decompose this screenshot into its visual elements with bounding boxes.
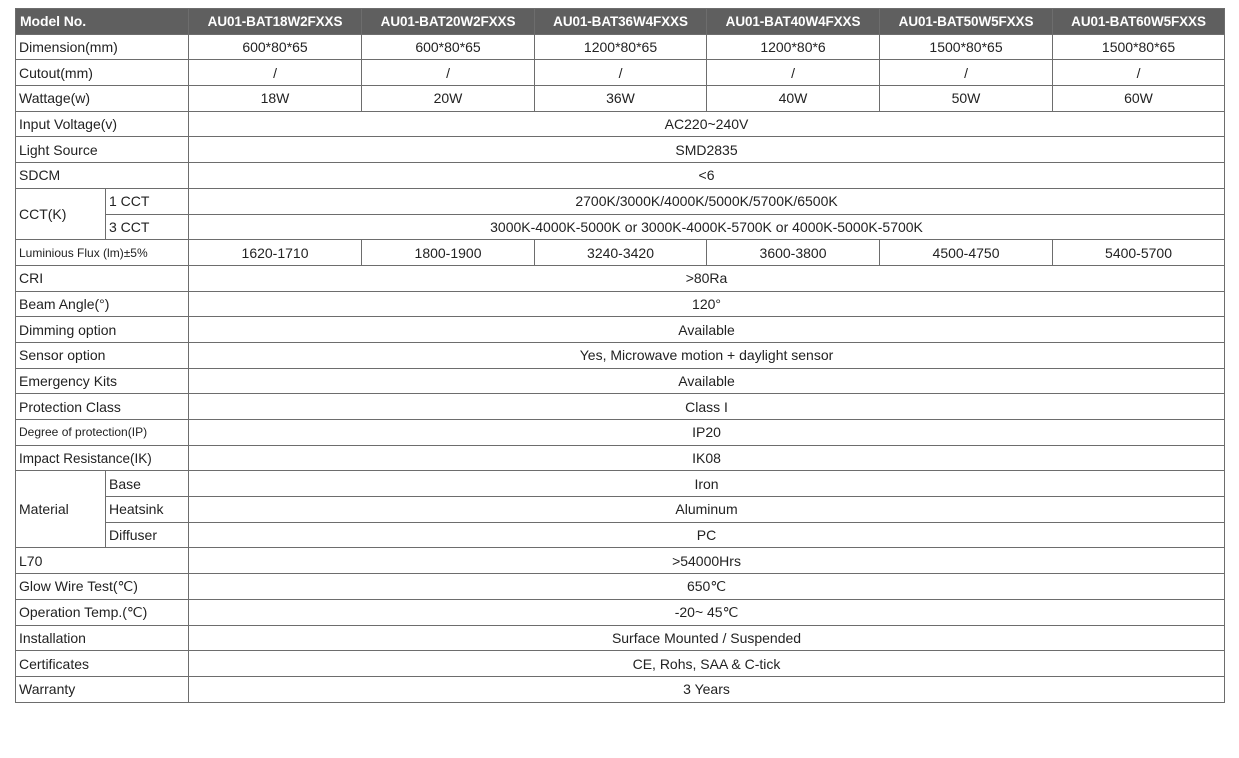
protection-class-row bbox=[16, 394, 1225, 420]
operation-temp-label: Operation Temp.(℃) bbox=[16, 599, 189, 625]
cri-value: >80Ra bbox=[189, 265, 1225, 291]
installation-label: Installation bbox=[16, 625, 189, 651]
cct-one-label: 1 CCT bbox=[106, 188, 189, 214]
beam-label: Beam Angle(°) bbox=[16, 291, 189, 317]
cutout-value: / bbox=[535, 60, 707, 86]
dimming-label: Dimming option bbox=[16, 317, 189, 343]
sensor-row bbox=[16, 342, 1225, 368]
dimension-label: Dimension(mm) bbox=[16, 34, 189, 60]
spec-table bbox=[15, 8, 1225, 703]
operation-temp-row bbox=[16, 599, 1225, 625]
input-voltage-value: AC220~240V bbox=[189, 111, 1225, 137]
material-diffuser-value: PC bbox=[189, 522, 1225, 548]
wattage-row bbox=[16, 86, 1225, 112]
light-source-row bbox=[16, 137, 1225, 163]
flux-row bbox=[16, 240, 1225, 266]
material-heatsink-value: Aluminum bbox=[189, 497, 1225, 523]
ik-label: Impact Resistance(IK) bbox=[16, 445, 189, 471]
sensor-value: Yes, Microwave motion + daylight sensor bbox=[189, 342, 1225, 368]
dimming-row bbox=[16, 317, 1225, 343]
cutout-label: Cutout(mm) bbox=[16, 60, 189, 86]
model-header: AU01-BAT36W4FXXS bbox=[535, 9, 707, 35]
operation-temp-value: -20~ 45℃ bbox=[189, 599, 1225, 625]
beam-row bbox=[16, 291, 1225, 317]
ik-value: IK08 bbox=[189, 445, 1225, 471]
material-base-row bbox=[16, 471, 1225, 497]
cct-three-value: 3000K-4000K-5000K or 3000K-4000K-5700K or 4000K-5000K-5700K bbox=[189, 214, 1225, 240]
flux-label: Luminious Flux (lm)±5% bbox=[16, 240, 189, 266]
cri-label: CRI bbox=[16, 265, 189, 291]
dimension-value: 600*80*65 bbox=[362, 34, 535, 60]
cutout-value: / bbox=[1053, 60, 1225, 86]
certificates-label: Certificates bbox=[16, 651, 189, 677]
installation-row bbox=[16, 625, 1225, 651]
ip-label: Degree of protection(IP) bbox=[16, 420, 189, 446]
dimension-value: 1200*80*65 bbox=[535, 34, 707, 60]
sdcm-label: SDCM bbox=[16, 163, 189, 189]
material-label: Material bbox=[16, 471, 106, 548]
cutout-value: / bbox=[362, 60, 535, 86]
wattage-value: 40W bbox=[707, 86, 880, 112]
wattage-value: 20W bbox=[362, 86, 535, 112]
sdcm-value: <6 bbox=[189, 163, 1225, 189]
flux-value: 4500-4750 bbox=[880, 240, 1053, 266]
dimension-value: 1500*80*65 bbox=[880, 34, 1053, 60]
flux-value: 1800-1900 bbox=[362, 240, 535, 266]
cct-label: CCT(K) bbox=[16, 188, 106, 239]
beam-value: 120° bbox=[189, 291, 1225, 317]
input-voltage-label: Input Voltage(v) bbox=[16, 111, 189, 137]
cutout-value: / bbox=[189, 60, 362, 86]
input-voltage-row bbox=[16, 111, 1225, 137]
dimension-row bbox=[16, 34, 1225, 60]
cct-one-value: 2700K/3000K/4000K/5000K/5700K/6500K bbox=[189, 188, 1225, 214]
cct-row-3 bbox=[16, 214, 1225, 240]
protection-class-label: Protection Class bbox=[16, 394, 189, 420]
light-source-value: SMD2835 bbox=[189, 137, 1225, 163]
flux-value: 3240-3420 bbox=[535, 240, 707, 266]
cutout-value: / bbox=[880, 60, 1053, 86]
model-no-header: Model No. bbox=[16, 9, 189, 35]
cri-row bbox=[16, 265, 1225, 291]
model-header: AU01-BAT60W5FXXS bbox=[1053, 9, 1225, 35]
l70-label: L70 bbox=[16, 548, 189, 574]
glow-wire-label: Glow Wire Test(℃) bbox=[16, 574, 189, 600]
ip-value: IP20 bbox=[189, 420, 1225, 446]
cutout-row bbox=[16, 60, 1225, 86]
wattage-value: 18W bbox=[189, 86, 362, 112]
wattage-value: 36W bbox=[535, 86, 707, 112]
model-header: AU01-BAT40W4FXXS bbox=[707, 9, 880, 35]
installation-value: Surface Mounted / Suspended bbox=[189, 625, 1225, 651]
emergency-row bbox=[16, 368, 1225, 394]
dimension-value: 1500*80*65 bbox=[1053, 34, 1225, 60]
wattage-value: 60W bbox=[1053, 86, 1225, 112]
wattage-value: 50W bbox=[880, 86, 1053, 112]
material-diffuser-row bbox=[16, 522, 1225, 548]
dimension-value: 600*80*65 bbox=[189, 34, 362, 60]
model-header: AU01-BAT50W5FXXS bbox=[880, 9, 1053, 35]
emergency-value: Available bbox=[189, 368, 1225, 394]
wattage-label: Wattage(w) bbox=[16, 86, 189, 112]
certificates-value: CE, Rohs, SAA & C-tick bbox=[189, 651, 1225, 677]
emergency-label: Emergency Kits bbox=[16, 368, 189, 394]
l70-value: >54000Hrs bbox=[189, 548, 1225, 574]
warranty-row bbox=[16, 676, 1225, 702]
material-diffuser-label: Diffuser bbox=[106, 522, 189, 548]
certificates-row bbox=[16, 651, 1225, 677]
cct-three-label: 3 CCT bbox=[106, 214, 189, 240]
flux-value: 1620-1710 bbox=[189, 240, 362, 266]
glow-wire-row bbox=[16, 574, 1225, 600]
header-row bbox=[16, 9, 1225, 35]
material-heatsink-label: Heatsink bbox=[106, 497, 189, 523]
dimension-value: 1200*80*6 bbox=[707, 34, 880, 60]
ip-row bbox=[16, 420, 1225, 446]
warranty-label: Warranty bbox=[16, 676, 189, 702]
cct-row-1 bbox=[16, 188, 1225, 214]
flux-value: 3600-3800 bbox=[707, 240, 880, 266]
glow-wire-value: 650℃ bbox=[189, 574, 1225, 600]
sdcm-row bbox=[16, 163, 1225, 189]
model-header: AU01-BAT18W2FXXS bbox=[189, 9, 362, 35]
flux-value: 5400-5700 bbox=[1053, 240, 1225, 266]
protection-class-value: Class I bbox=[189, 394, 1225, 420]
l70-row bbox=[16, 548, 1225, 574]
ik-row bbox=[16, 445, 1225, 471]
dimming-value: Available bbox=[189, 317, 1225, 343]
model-header: AU01-BAT20W2FXXS bbox=[362, 9, 535, 35]
material-base-value: Iron bbox=[189, 471, 1225, 497]
sensor-label: Sensor option bbox=[16, 342, 189, 368]
material-base-label: Base bbox=[106, 471, 189, 497]
cutout-value: / bbox=[707, 60, 880, 86]
warranty-value: 3 Years bbox=[189, 676, 1225, 702]
light-source-label: Light Source bbox=[16, 137, 189, 163]
material-heatsink-row bbox=[16, 497, 1225, 523]
